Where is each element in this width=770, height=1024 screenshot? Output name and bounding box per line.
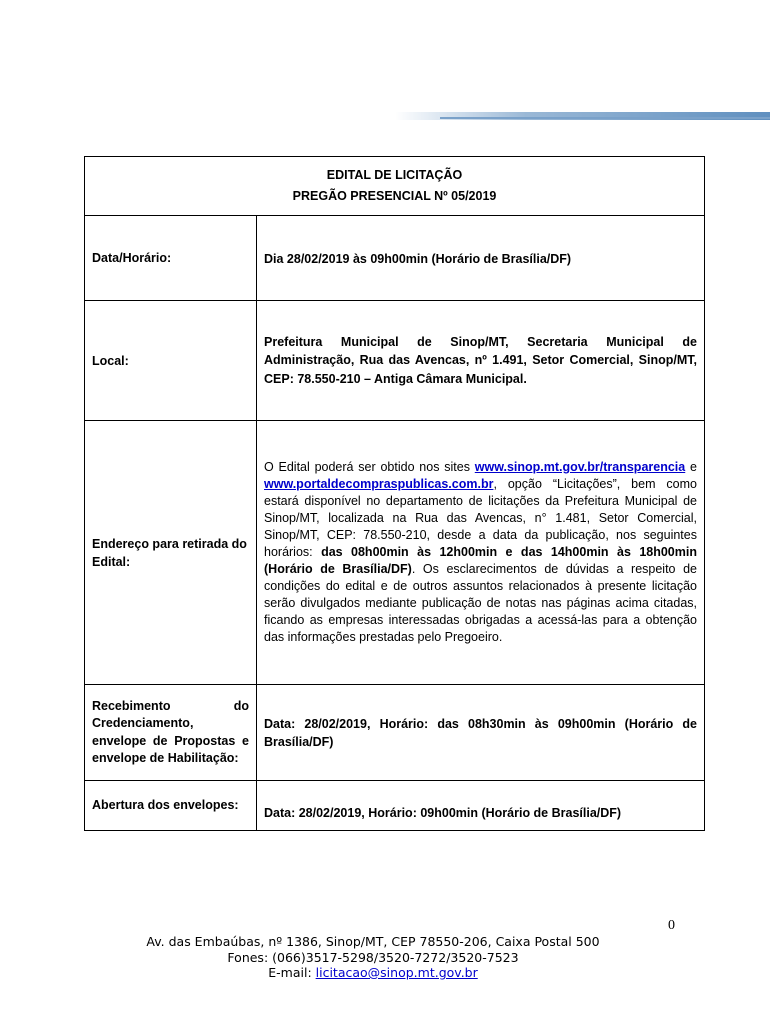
footer-email-link[interactable]: licitacao@sinop.mt.gov.br	[315, 965, 478, 980]
label-abertura: Abertura dos envelopes:	[85, 781, 257, 831]
sinop-transparencia-link[interactable]: www.sinop.mt.gov.br/transparencia	[474, 460, 686, 474]
title-cell	[85, 157, 705, 216]
value-recebimento: Data: 28/02/2019, Horário: das 08h30min às 09h00min (Horário de Brasília/DF)	[257, 685, 705, 781]
endereco-hours: das 08h00min às 12h00min e das 14h00min às 18h00min (Horário de Brasília/DF)	[264, 545, 697, 576]
endereco-text-1: O Edital poderá ser obtido nos sites	[264, 460, 475, 474]
edital-title: EDITAL DE LICITAÇÃO	[326, 168, 463, 182]
pregao-title: PREGÃO PRESENCIAL Nº 05/2019	[292, 189, 497, 203]
value-abertura: Data: 28/02/2019, Horário: 09h00min (Horário de Brasília/DF)	[257, 781, 705, 831]
footer	[0, 934, 746, 981]
label-recebimento: Recebimento do Credenciamento, envelope de Propostas e envelope de Habilitação:	[85, 685, 257, 781]
row-abertura	[85, 781, 705, 831]
endereco-text-4: . Os esclarecimentos de dúvidas a respeito de condições do edital e de outros assuntos relacionados à presente licitação serão divulgados mediante publicação de notas nas páginas acima citadas, ficando as empresas interessadas obrigadas a acessá-las para a obtenção das informações prestadas pelo Pregoeiro.	[264, 562, 697, 644]
page-number: 0	[668, 918, 675, 933]
header-decoration-line	[440, 117, 770, 119]
value-data-horario	[257, 216, 705, 301]
footer-address: Av. das Embaúbas, nº 1386, Sinop/MT, CEP 78550-206, Caixa Postal 500	[146, 934, 600, 949]
title-row	[85, 157, 705, 216]
footer-email-prefix: E-mail:	[268, 965, 316, 980]
endereco-text-2: e	[685, 460, 697, 474]
value-local: Prefeitura Municipal de Sinop/MT, Secretaria Municipal de Administração, Rua das Avencas, nº 1.491, Setor Comercial, Sinop/MT, CEP: 78.550-210 – Antiga Câmara Municipal.	[257, 301, 705, 421]
footer-email-line	[0, 965, 746, 981]
label-local: Local:	[85, 301, 257, 421]
portal-compras-link[interactable]: www.portaldecompraspublicas.com.br	[264, 477, 494, 491]
data-horario-text: Dia 28/02/2019 às 09h00min (Horário de Brasília/DF)	[264, 252, 572, 266]
footer-phones: Fones: (066)3517-5298/3520-7272/3520-7523	[227, 949, 519, 965]
label-data-horario: Data/Horário:	[85, 216, 257, 301]
value-endereco	[257, 421, 705, 685]
endereco-text-3: , opção “Licitações”, bem como estará disponível no departamento de licitações da Prefeitura Municipal de Sinop/MT, localizada na Rua das Avencas, n° 1.481, Setor Comercial, Sinop/MT, CEP: 78.550-210, desde a data da publicação, nos seguintes horários:	[264, 477, 697, 559]
row-local	[85, 301, 705, 421]
row-endereco	[85, 421, 705, 685]
edital-table	[84, 156, 705, 831]
row-recebimento	[85, 685, 705, 781]
label-endereco: Endereço para retirada do Edital:	[85, 421, 257, 685]
row-data-horario	[85, 216, 705, 301]
